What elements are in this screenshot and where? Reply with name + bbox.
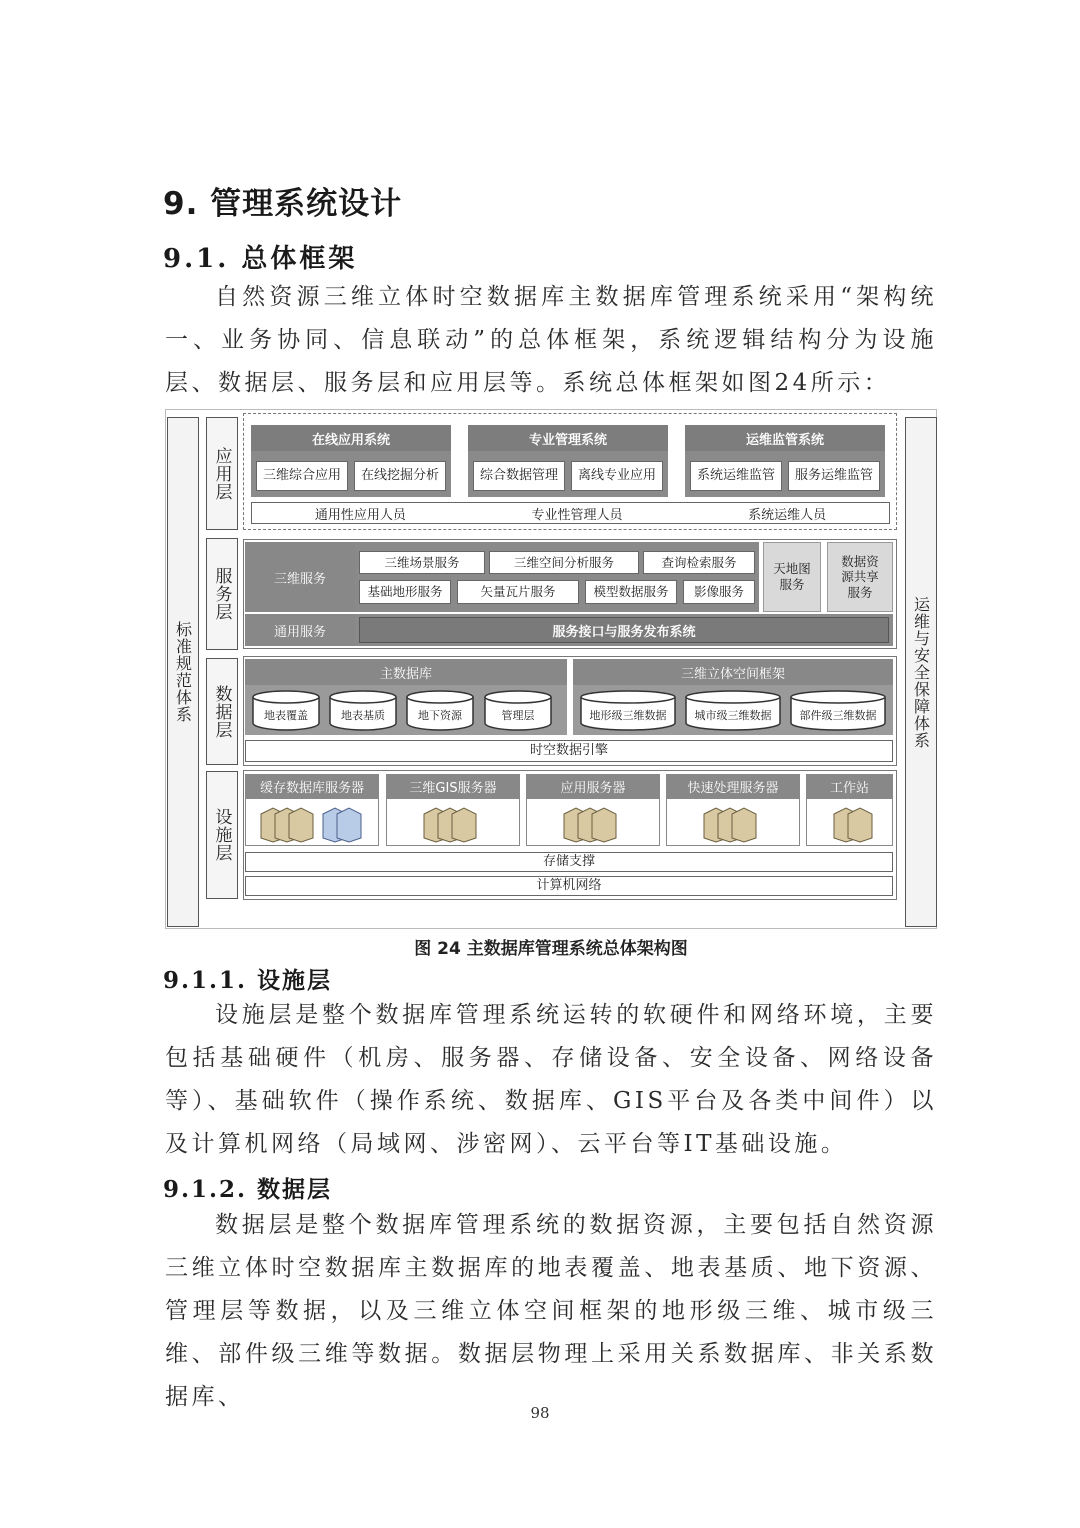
data-share-service: 数据资源共享服务 (827, 542, 893, 612)
architecture-diagram (165, 409, 937, 929)
common-service-label: 通用服务 (245, 614, 355, 646)
app-item: 离线专业应用 (571, 461, 663, 491)
app-item: 系统运维监管 (690, 461, 782, 491)
pro-management-system-title: 专业管理系统 (468, 425, 668, 451)
workstation-icon (830, 804, 874, 844)
computer-network: 计算机网络 (245, 876, 893, 896)
service-item: 三维场景服务 (359, 551, 485, 574)
data-paragraph: 数据层是整个数据库管理系统的数据资源，主要包括自然资源三维立体时空数据库主数据库的地表覆盖、地表基质、地下资源、管理层等数据，以及三维立体空间框架的地形级三维、城市级三维、部件级三维等数据。数据层物理上采用关系数据库、非关系数据库、 (165, 1212, 937, 1410)
app-item: 综合数据管理 (473, 461, 565, 491)
db-cylinder: 城市级三维数据 (684, 689, 782, 731)
service-item: 三维空间分析服务 (489, 551, 639, 574)
service-interface-system: 服务接口与服务发布系统 (359, 617, 889, 643)
user-type: 系统运维人员 (748, 507, 827, 523)
online-app-system-title: 在线应用系统 (251, 425, 451, 451)
app-item: 服务运维监管 (788, 461, 880, 491)
service-item: 基础地形服务 (359, 580, 451, 604)
intro-paragraph: 自然资源三维立体时空数据库主数据库管理系统采用“架构统一、业务协同、信息联动”的总体框架，系统逻辑结构分为设施层、数据层、服务层和应用层等。系统总体框架如图24所示： (165, 284, 937, 396)
user-type: 通用性应用人员 (314, 507, 406, 523)
users-row (251, 502, 890, 524)
app-item: 三维综合应用 (256, 461, 348, 491)
service-item: 模型数据服务 (585, 580, 677, 604)
data-layer-label: 数据层 (206, 658, 238, 765)
db-cylinder: 部件级三维数据 (789, 689, 887, 731)
server-title: 应用服务器 (526, 774, 660, 798)
app-item: 在线挖掘分析 (354, 461, 446, 491)
infra-layer-label: 设施层 (206, 771, 238, 899)
server-title: 快速处理服务器 (666, 774, 800, 798)
server-title: 工作站 (806, 774, 893, 798)
server-rack-icon (560, 804, 630, 844)
section-heading-9-1: 9.1. 总体框架 (163, 244, 358, 274)
service-item: 查询检索服务 (643, 551, 755, 574)
ops-monitoring-system-title: 运维监管系统 (685, 425, 885, 451)
service-item: 影像服务 (683, 580, 755, 604)
section-heading-9: 9. 管理系统设计 (163, 186, 403, 222)
figure-caption: 图 24 主数据库管理系统总体架构图 (414, 939, 688, 959)
server-rack-icon (700, 804, 770, 844)
ops-security-sidebar: 运维与安全保障体系 (905, 417, 937, 927)
standards-sidebar: 标准规范体系 (167, 417, 199, 927)
db-cylinder: 地表覆盖 (251, 689, 321, 731)
service-item: 矢量瓦片服务 (457, 580, 579, 604)
server-title: 缓存数据库服务器 (245, 774, 379, 798)
tianditu-service: 天地图服务 (763, 542, 821, 612)
spatiotemporal-engine: 时空数据引擎 (245, 740, 893, 762)
service-layer-label: 服务层 (206, 538, 238, 650)
section-heading-9-1-1: 9.1.1. 设施层 (163, 967, 333, 994)
db-cylinder: 地表基质 (328, 689, 398, 731)
storage-support: 存储支撑 (245, 852, 893, 872)
infra-paragraph: 设施层是整个数据库管理系统运转的软硬件和网络环境，主要包括基础硬件（机房、服务器、存储设备、安全设备、网络设备等）、基础软件（操作系统、数据库、GIS平台及各类中间件）以及计算机网络（局域网、涉密网）、云平台等IT基础设施。 (165, 1002, 937, 1157)
server-rack-icon (420, 804, 490, 844)
user-type: 专业性管理人员 (531, 507, 623, 523)
main-db-title: 主数据库 (245, 659, 567, 685)
server-title: 三维GIS服务器 (386, 774, 520, 798)
db-cylinder: 管理层 (483, 689, 553, 731)
page-number: 98 (530, 1404, 550, 1422)
three-d-service-label: 三维服务 (245, 542, 355, 612)
app-layer-label: 应用层 (206, 417, 238, 530)
section-heading-9-1-2: 9.1.2. 数据层 (163, 1176, 333, 1203)
framework-title: 三维立体空间框架 (573, 659, 893, 685)
db-cylinder: 地形级三维数据 (579, 689, 677, 731)
server-rack-icon (257, 804, 369, 844)
db-cylinder: 地下资源 (405, 689, 475, 731)
